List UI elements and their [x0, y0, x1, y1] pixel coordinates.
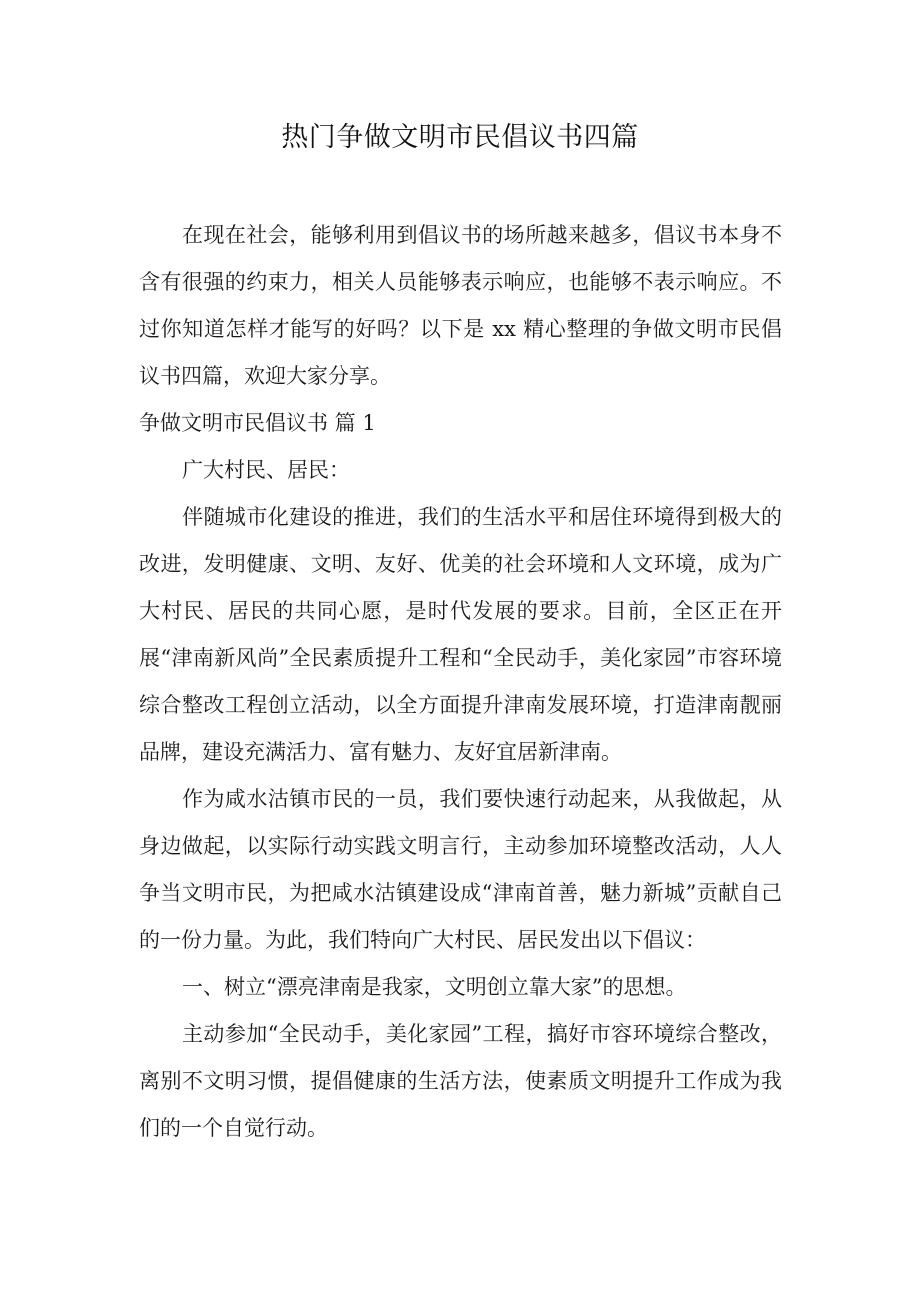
document-body	[139, 212, 782, 1152]
salutation: 广大村民、居民：	[182, 458, 350, 482]
body-paragraph: 作为咸水沽镇市民的一员，我们要快速行动起来，从我做起，从身边做起，以实际行动实践文明言行，主动参加环境整改活动，人人争当文明市民，为把咸水沽镇建设成“津南首善，魅力新城”贡献自己的一份力量。为此，我们特向广大村民、居民发出以下倡议：	[139, 787, 782, 952]
body-paragraph: 伴随城市化建设的推进，我们的生活水平和居住环境得到极大的改进，发明健康、文明、友好、优美的社会环境和人文环境，成为广大村民、居民的共同心愿，是时代发展的要求。目前，全区正在开展“津南新风尚”全民素质提升工程和“全民动手，美化家园”市容环境综合整改工程创立活动，以全方面提升津南发展环境，打造津南靓丽品牌，建设充满活力、富有魅力、友好宜居新津南。	[139, 505, 782, 764]
proposal-heading: 一、树立“漂亮津南是我家，文明创立靠大家”的思想。	[182, 975, 687, 999]
section-heading: 争做文明市民倡议书 篇 1	[139, 411, 376, 435]
page-title: 热门争做文明市民倡议书四篇	[281, 122, 639, 153]
body-paragraph: 主动参加“全民动手，美化家园”工程，搞好市容环境综合整改，离别不文明习惯，提倡健康的生活方法，使素质文明提升工作成为我们的一个自觉行动。	[139, 1022, 782, 1140]
intro-paragraph: 在现在社会，能够利用到倡议书的场所越来越多，倡议书本身不含有很强的约束力，相关人员能够表示响应，也能够不表示响应。不过你知道怎样才能写的好吗？以下是 xx 精心整理的争做文明市民倡议书四篇，欢迎大家分享。	[139, 223, 782, 388]
